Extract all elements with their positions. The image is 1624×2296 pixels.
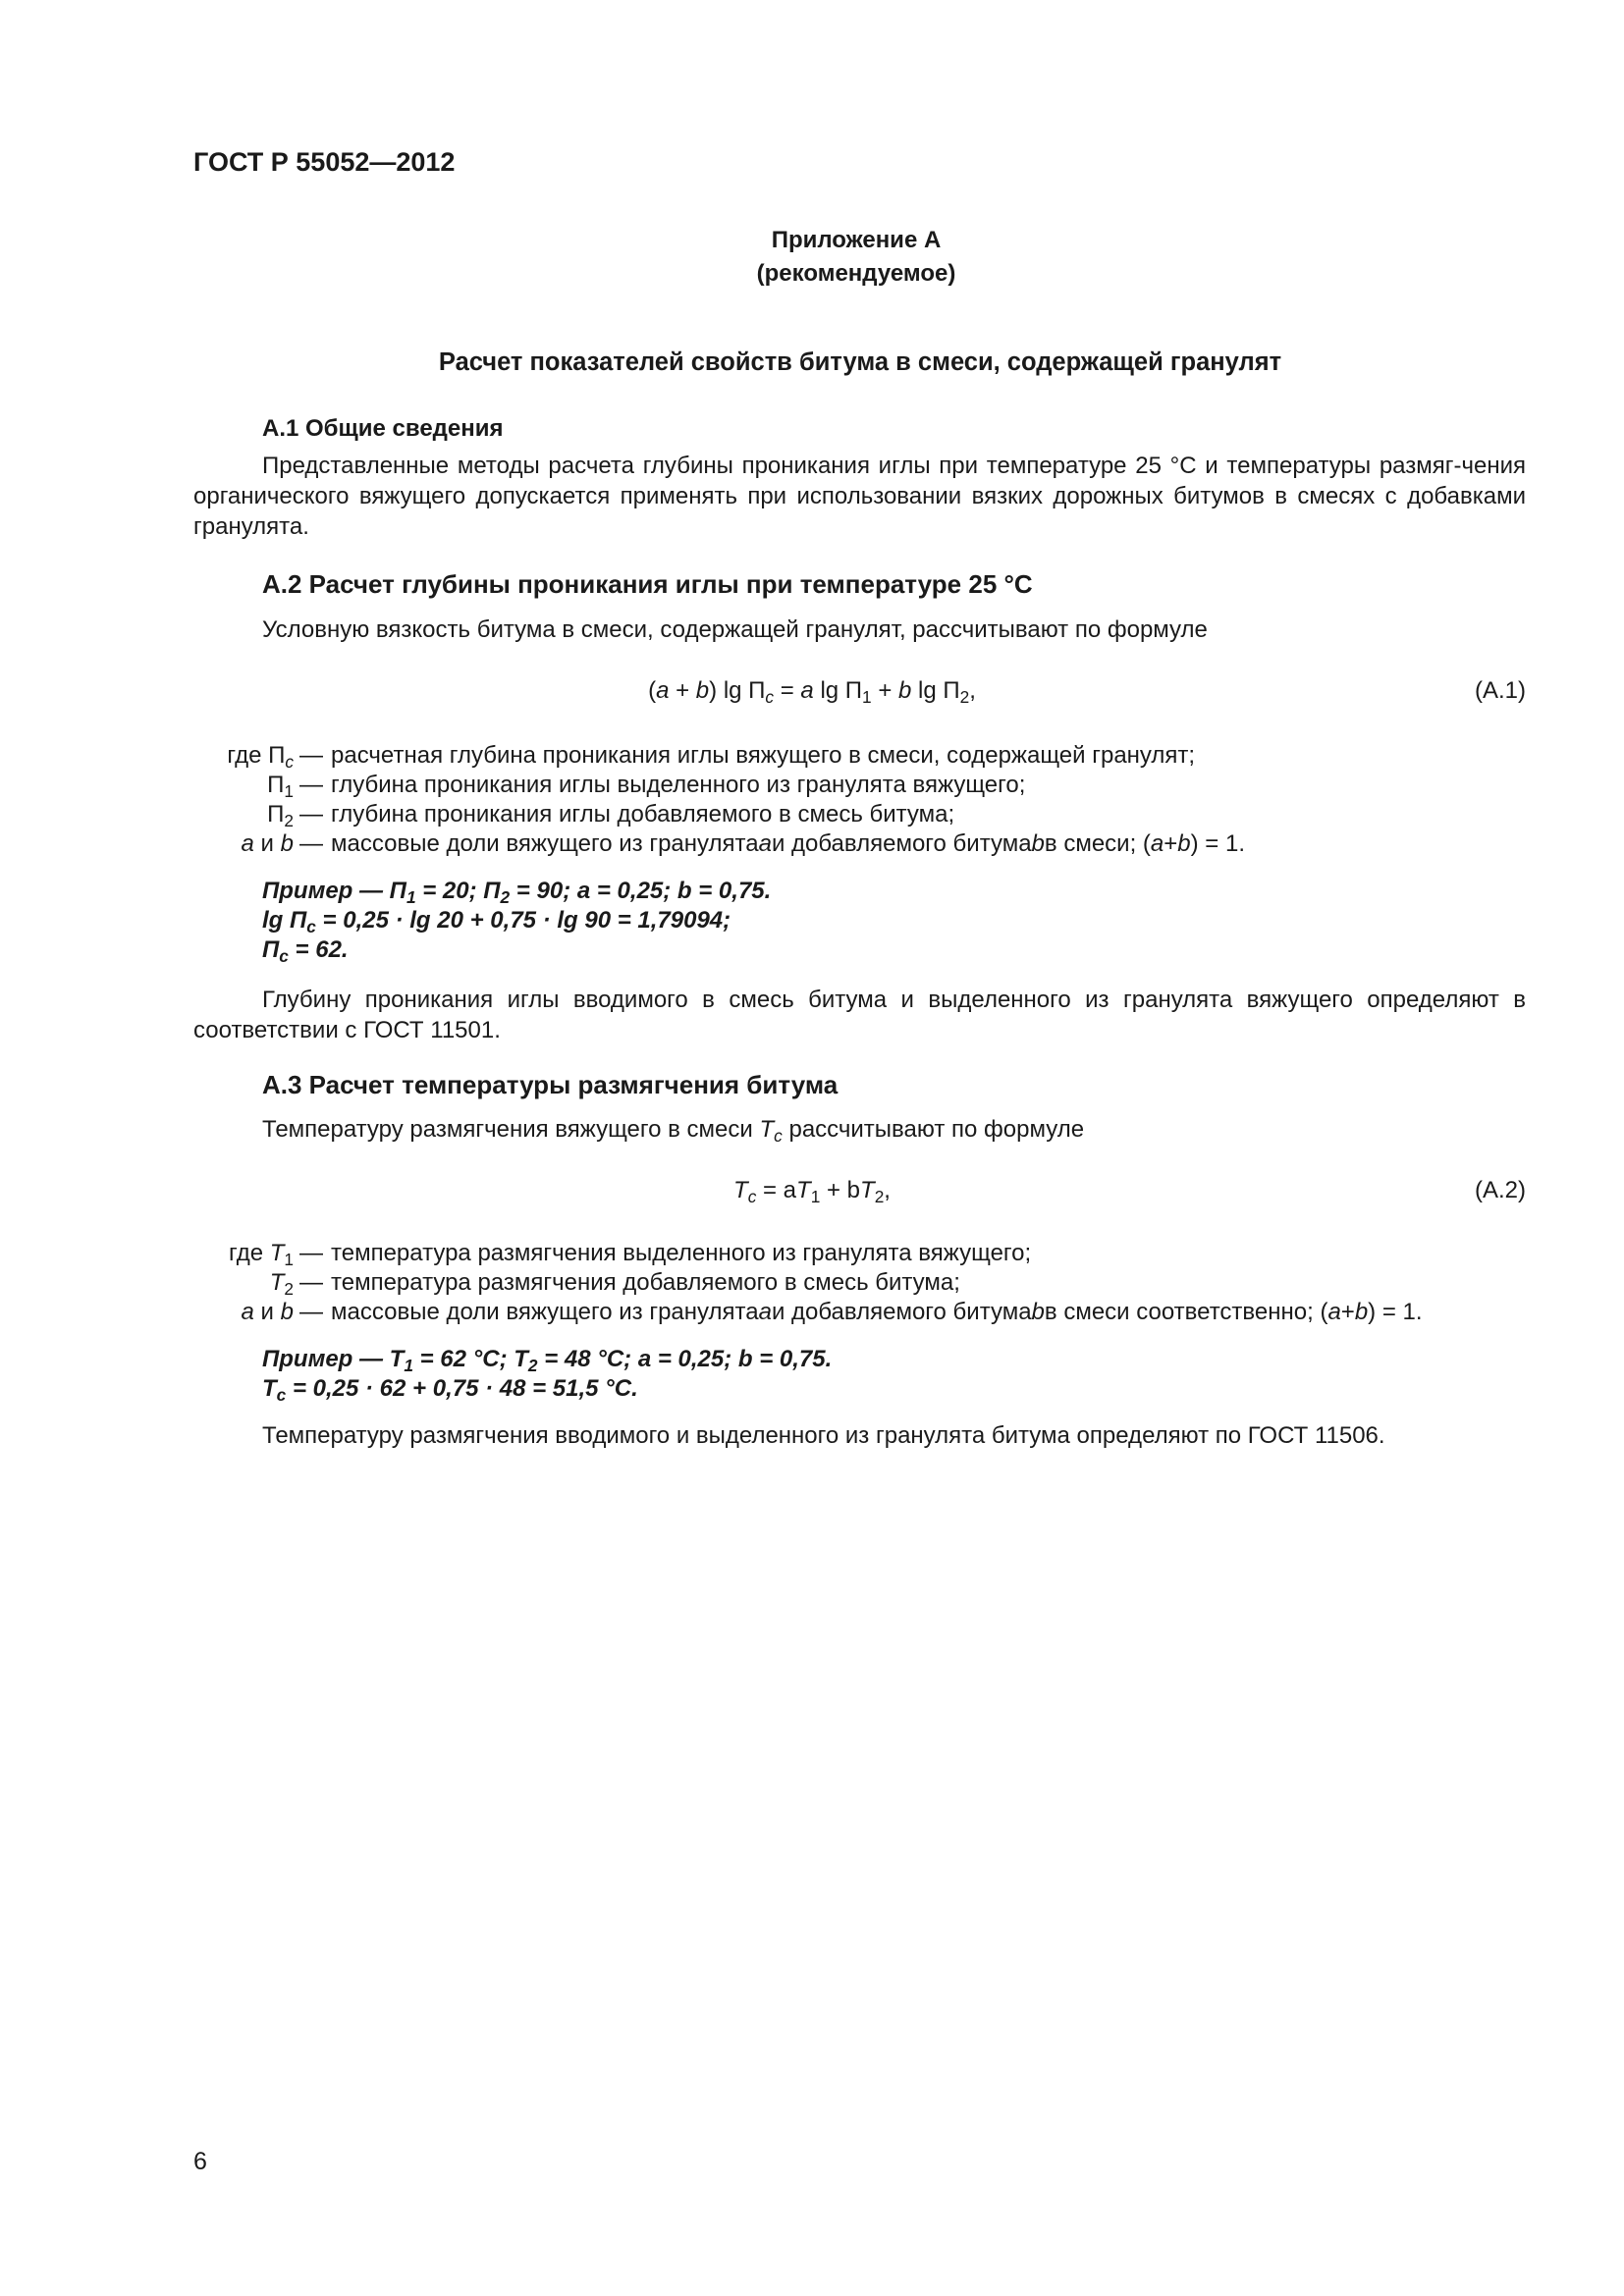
section-a2-intro: Условную вязкость битума в смеси, содержащей гранулят, рассчитывают по формуле xyxy=(262,616,1208,643)
section-a2-heading: А.2 Расчет глубины проникания иглы при температуре 25 °С xyxy=(262,569,1033,599)
formula-a2: $T_c = aT_1 + bT_2$, xyxy=(733,1177,891,1207)
legend-row: $П_2$ — глубина проникания иглы добавляемого в смесь битума; xyxy=(267,801,955,831)
formula-a1: (a + b) $\lg П_c = a$ $\lg П_1 + b$ $\lg П_2$, xyxy=(648,677,976,708)
section-a1-heading: А.1 Общие сведения xyxy=(262,415,504,442)
legend-row: $П_1$ — глубина проникания иглы выделенного из гранулята вяжущего; xyxy=(267,772,1026,802)
annex-status: (рекомендуемое) xyxy=(756,260,956,287)
formula-a1-number: (А.1) xyxy=(1474,677,1526,704)
example-a2: Пример — $П_1 = 20$; $П_2 = 90$; a = 0,25; b = 0,75. $\lg П_c = 0,25 \cdot \lg 20 + 0,75 \cdot \lg 90 = 1,79094$; $П_c = 62$. xyxy=(262,878,772,967)
formula-a2-number: (А.2) xyxy=(1474,1177,1526,1203)
section-a2-outro: Глубину проникания иглы вводимого в смесь битума и выделенного из гранулята вяжущего определяют в соответствии с ГОСТ 11501. xyxy=(193,987,1526,1043)
annex-header xyxy=(0,224,1624,291)
annex-title: Приложение А xyxy=(771,227,942,253)
section-a3-outro: Температуру размягчения вводимого и выделенного из гранулята битума определяют по ГОСТ 11506. xyxy=(262,1422,1385,1449)
section-a1-text: Представленные методы расчета глубины проникания иглы при температуре 25 °С и температуры размяг-чения органического вяжущего допускается применять при использовании вязких дорожных битумов в смесях с добавками гранулята. xyxy=(193,453,1526,540)
formula-a2-legend xyxy=(193,1239,1423,1327)
legend-row: $T_2$ — температура размягчения добавляемого в смесь битума; xyxy=(269,1269,960,1300)
page-number: 6 xyxy=(193,2148,207,2175)
example-a3: Пример — $T_1 = 62$ °С; $T_2 = 48$ °С; a = 0,25; b = 0,75. $T_c = 0,25 \cdot 62 + 0,75 \cdot 48 = 51,5$ °С. xyxy=(262,1346,833,1406)
section-a3-intro: Температуру размягчения вяжущего в смеси $T_c$ рассчитывают по формуле xyxy=(262,1116,1085,1147)
standard-designation: ГОСТ Р 55052—2012 xyxy=(193,147,456,177)
annex-main-title: Расчет показателей свойств битума в смеси, содержащей гранулят xyxy=(438,348,1282,376)
legend-row: где $T_1$ — температура размягчения выделенного из гранулята вяжущего; xyxy=(229,1240,1032,1270)
legend-row: a и b — массовые доли вяжущего из гранулята a и добавляемого битума b в смеси соответственно; ( a + b ) = 1. xyxy=(241,1299,1423,1325)
formula-a1-legend xyxy=(193,741,1245,859)
legend-row: где $П_c$ — расчетная глубина проникания иглы вяжущего в смеси, содержащей гранулят; xyxy=(227,742,1196,773)
legend-row: a и b — массовые доли вяжущего из гранулята a и добавляемого битума b в смеси; ( a + b ) = 1. xyxy=(241,830,1245,857)
section-a3-heading: А.3 Расчет температуры размягчения битума xyxy=(262,1070,839,1099)
